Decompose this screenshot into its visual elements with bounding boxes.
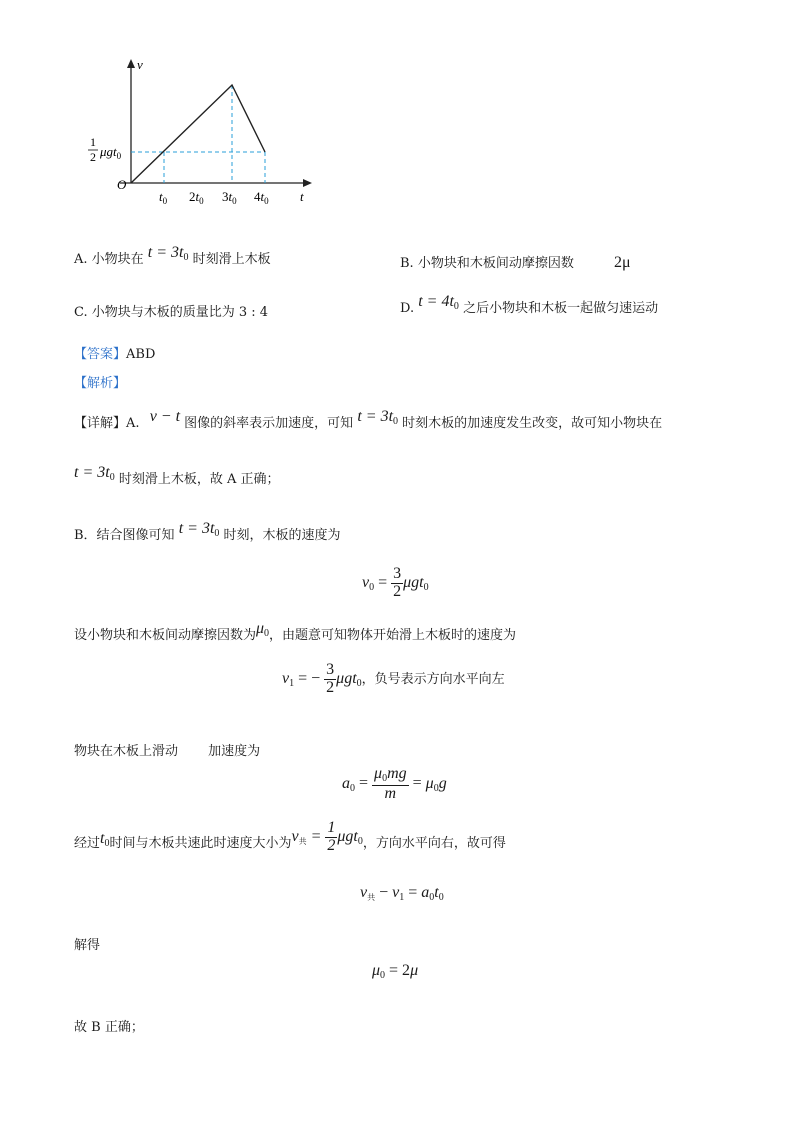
tick-2t0: $2t_0$ — [189, 189, 204, 206]
eq-a0: $a_0$ = $\frac{\mu_0mg}{m}$ = $\mu_0g$ — [342, 765, 447, 802]
option-b-text: B. 小物块和木板间动摩擦因数 — [400, 256, 574, 271]
option-d — [400, 293, 659, 318]
detail-line4-b: ，由题意可知物体开始滑上木板时的速度为 — [269, 628, 517, 643]
y-marker-den: 2 — [90, 150, 96, 164]
detail-line7-a: 经过 — [74, 835, 101, 851]
option-c: C. 小物块与木板的质量比为 3 : 4 — [74, 305, 269, 320]
detail-line1-b: 图像的斜率表示加速度，可知 — [184, 416, 354, 431]
tick-t0: $t_0$ — [159, 189, 168, 206]
tick-3t0: $3t_0$ — [222, 189, 237, 206]
detail-line7-b: 时间与木板共速此时速度大小为 — [109, 835, 292, 851]
velocity-line — [131, 85, 265, 183]
option-a-text: A. 小物块在 — [74, 252, 144, 267]
detail-line8: 解得 — [74, 938, 101, 953]
y-axis-arrow — [127, 59, 135, 68]
option-b — [400, 252, 631, 272]
eq-vcommon: $v_共 - v_1 = a_0t_0$ — [360, 884, 444, 903]
origin-label: O — [117, 177, 127, 192]
y-marker-rest: μgt$_0$ — [100, 144, 122, 161]
detail-line3 — [74, 520, 341, 545]
detail-a-marker: A. — [126, 416, 140, 431]
mu0-symbol: $\mu_0$ — [256, 620, 270, 639]
detail-line3-b: 时刻，木板的速度为 — [223, 528, 341, 543]
option-b-value: 2μ — [613, 254, 631, 271]
t0-symbol: $t_0$ — [100, 829, 110, 849]
option-d-formula: $t = 4t_0$ — [418, 293, 459, 312]
eq-mu0: $\mu_0 = 2\mu$ — [372, 962, 419, 981]
x-label: t — [300, 189, 304, 204]
answer-value: ABD — [126, 347, 156, 362]
detail-line3-a: B．结合图像可知 — [74, 528, 175, 543]
option-a — [74, 244, 271, 269]
detail-line9: 故 B 正确； — [74, 1020, 144, 1035]
answer-label: 【答案】 — [74, 347, 127, 362]
option-d-text: D. — [400, 301, 415, 316]
x-axis-arrow — [303, 179, 312, 187]
y-marker-num: 1 — [90, 135, 96, 149]
vt-formula: v − t — [149, 408, 181, 425]
option-a-formula: $t = 3t_0$ — [147, 244, 189, 263]
option-a-tail: 时刻滑上木板 — [192, 252, 271, 267]
t3t0-formula-2: $t = 3t_0$ — [74, 464, 115, 483]
detail-label: 【详解】 — [74, 416, 127, 431]
answer-line — [74, 343, 155, 362]
detail-line2 — [74, 464, 280, 489]
eq-v1-note: ，负号表示方向水平向左 — [361, 671, 505, 687]
t3t0-formula-3: $t = 3t_0$ — [178, 520, 220, 539]
eq-v1: $v_1$ = − $\frac{3}{2}$ μgt$_0$，负号表示方向水平向左 — [282, 661, 505, 696]
detail-line7-c: ，方向水平向右，故可得 — [362, 835, 506, 851]
eq-v0: $v_0$ = $\frac{3}{2}$ μgt$_0$ — [362, 565, 429, 600]
detail-line2-text: 时刻滑上木板，故 A 正确； — [118, 472, 280, 487]
y-label: v — [137, 57, 143, 72]
analysis-label: 【解析】 — [74, 376, 127, 391]
vt-graph — [80, 55, 330, 210]
t3t0-formula-1: $t = 3t_0$ — [357, 408, 399, 427]
detail-line4 — [74, 620, 517, 645]
detail-line7 — [74, 819, 506, 861]
detail-line1 — [74, 408, 663, 433]
v-common-formula: $v_共$ = $\frac{1}{2}$ μgt$_0$ — [291, 819, 363, 854]
detail-line4-a: 设小物块和木板间动摩擦因数为 — [74, 628, 257, 643]
detail-line1-c: 时刻木板的加速度发生改变，故可知小物块在 — [402, 416, 663, 431]
tick-4t0: $4t_0$ — [254, 189, 269, 206]
option-d-tail: 之后小物块和木板一起做匀速运动 — [463, 301, 659, 316]
detail-line6: 物块在木板上滑动 加速度为 — [74, 744, 261, 759]
